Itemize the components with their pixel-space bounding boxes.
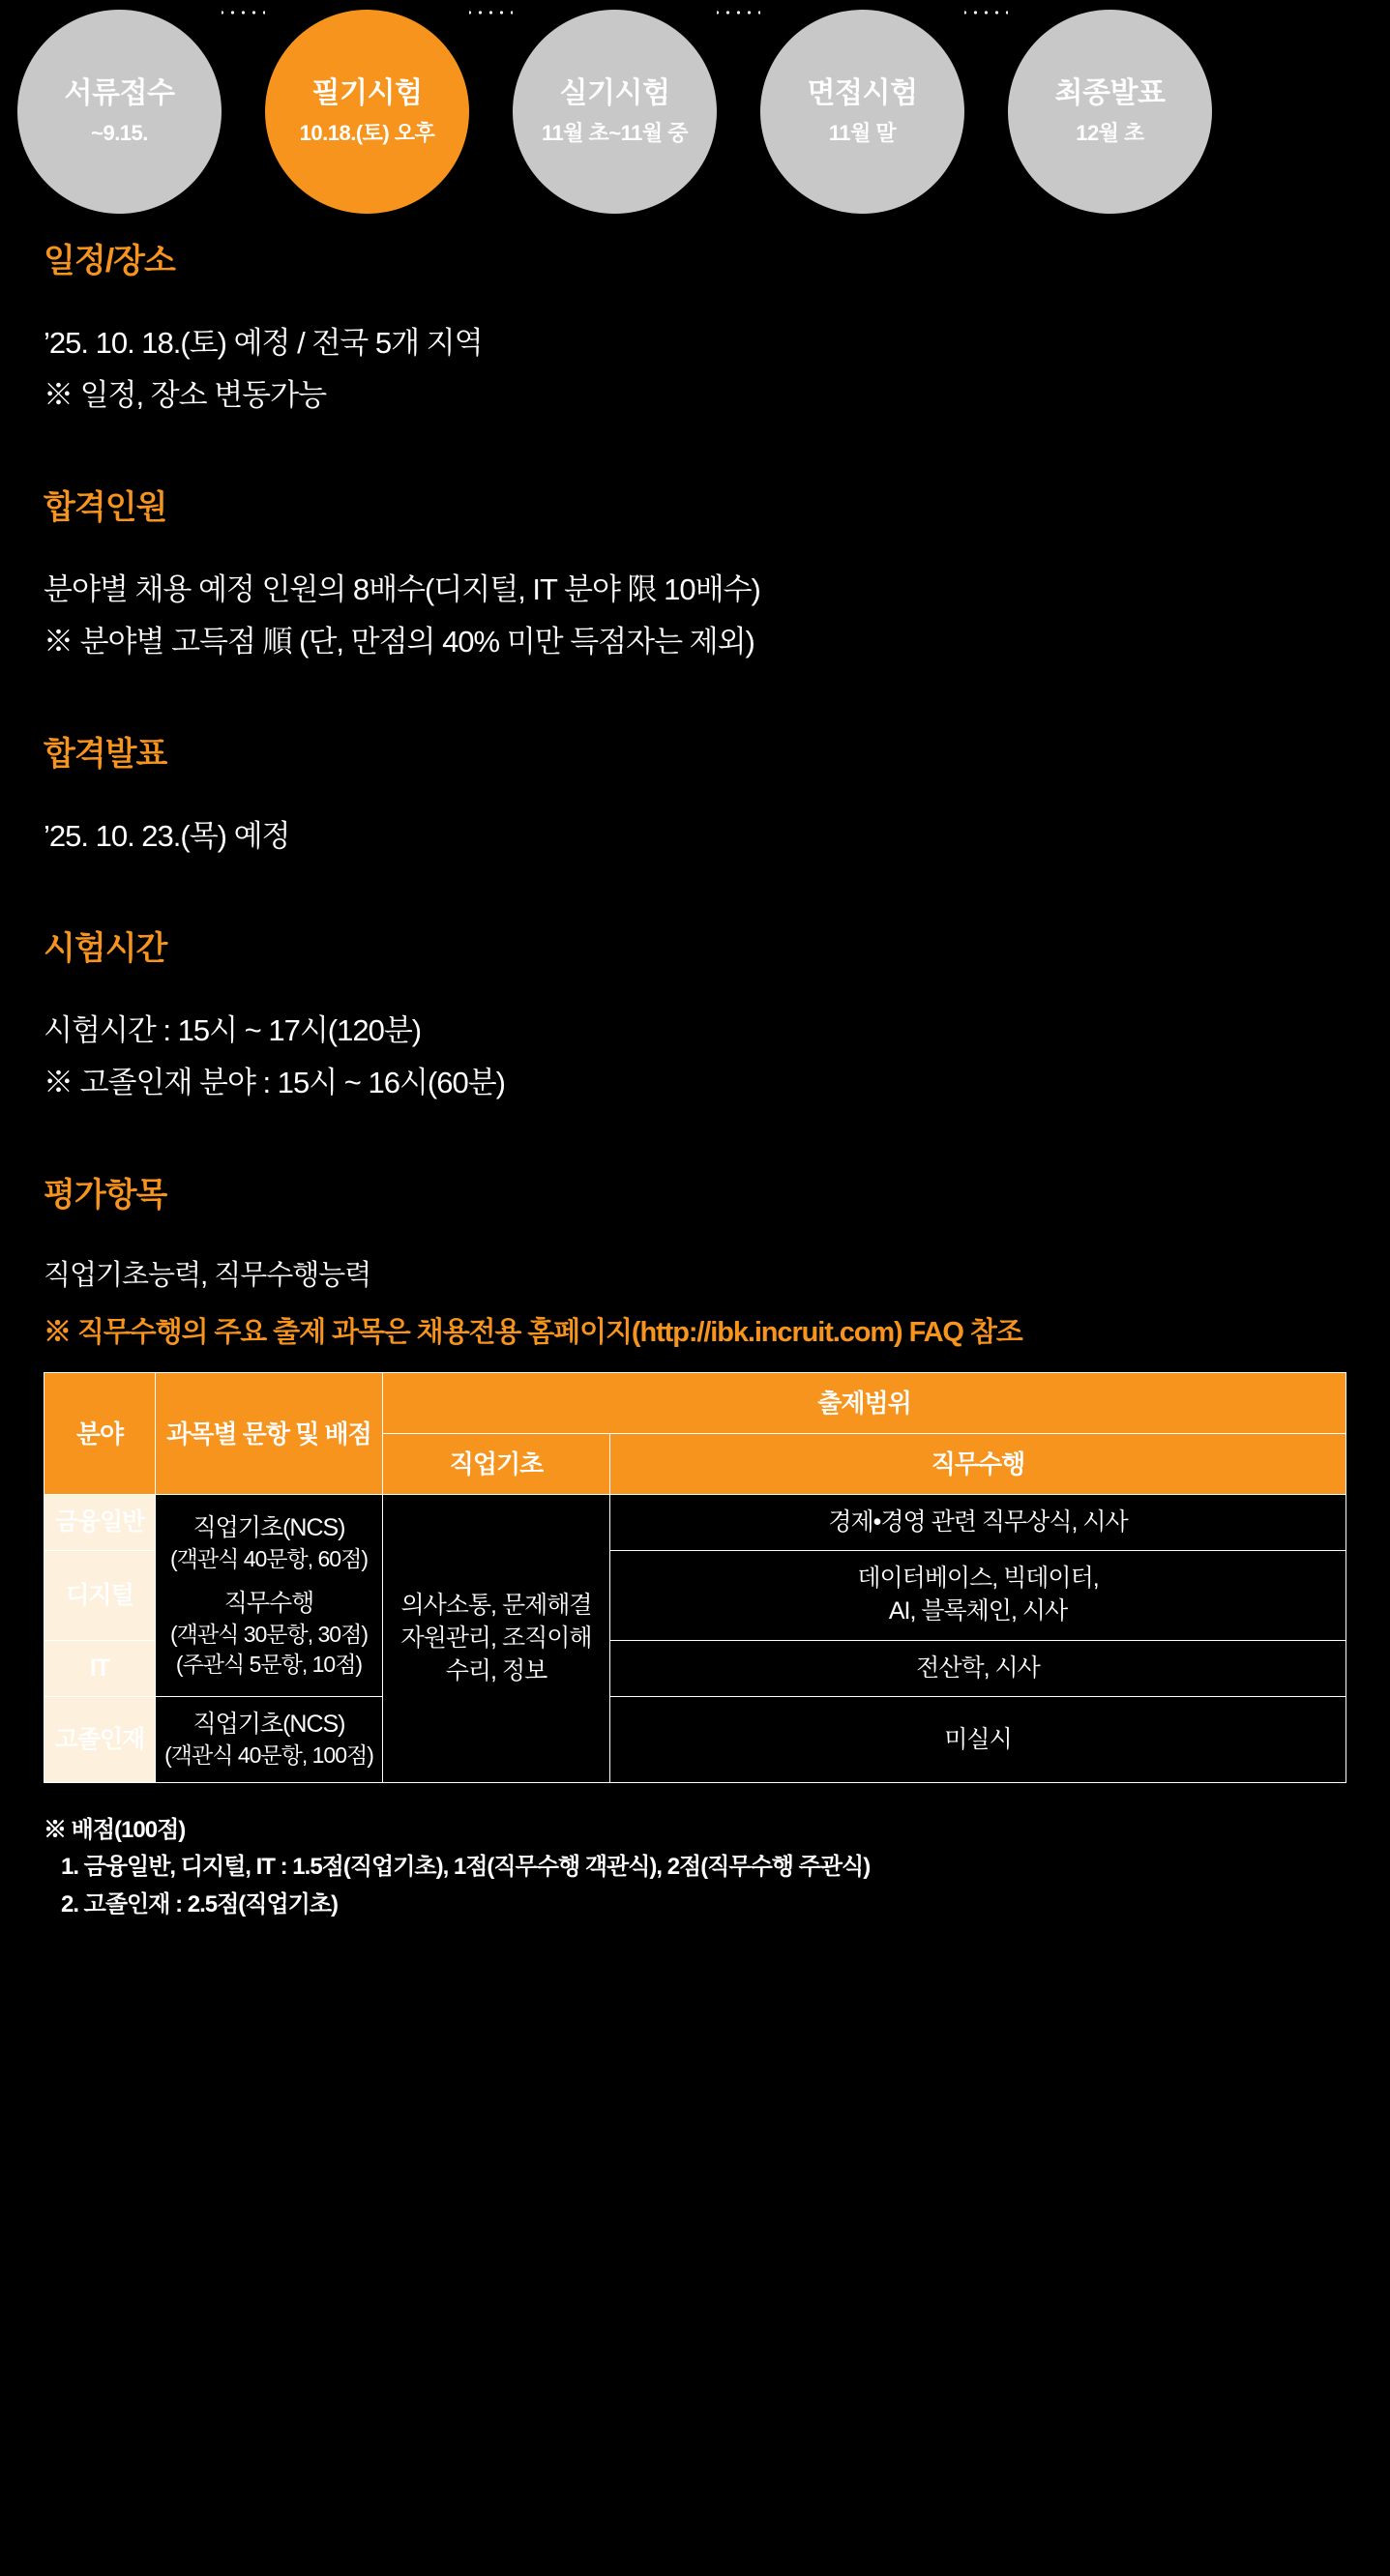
section-title-schedule: 일정/장소 <box>44 243 175 279</box>
stepper-item-2 <box>265 10 469 214</box>
header-scope: 출제범위 <box>383 1372 1346 1433</box>
step-subtitle: 10.18.(토) 오후 <box>299 121 435 146</box>
recruitment-stepper <box>0 0 1390 234</box>
table-footnotes <box>44 1812 1346 1962</box>
schedule-line-2: ※ 일정, 장소 변동가능 <box>44 378 327 413</box>
step-circle-practical-exam <box>513 10 717 214</box>
subject-sub-1: (객관식 40문항, 100점) <box>164 1742 373 1768</box>
evaluation-note: ※ 직무수행의 주요 출제 과목은 채용전용 홈페이지(http://ibk.incruit.com) FAQ 참조 <box>44 1317 1022 1349</box>
stepper-connector-4 <box>964 10 1008 15</box>
stepper-item-1 <box>17 10 222 214</box>
pass-count-line-1: 분야별 채용 예정 인원의 8배수(디지털, IT 분야 限 10배수) <box>44 572 760 607</box>
table-header-row-1 <box>44 1372 1346 1433</box>
step-subtitle: 12월 초 <box>1076 121 1144 146</box>
section-evaluation <box>44 1168 1346 1962</box>
step-circle-final-announcement <box>1008 10 1212 214</box>
exam-subject-table <box>44 1372 1346 1783</box>
step-title: 필기시험 <box>311 77 423 110</box>
cell-basic-scope <box>383 1495 610 1783</box>
basic-scope-line-3: 수리, 정보 <box>445 1656 547 1684</box>
stepper-item-4 <box>760 10 964 214</box>
subject-sub-1: (객관식 40문항, 60점) <box>170 1545 368 1571</box>
section-pass-count <box>44 481 1346 665</box>
cell-job-scope-highschool: 미실시 <box>610 1696 1346 1782</box>
cell-job-scope-digital <box>610 1551 1346 1641</box>
announcement-line-1: ’25. 10. 23.(목) 예정 <box>44 819 290 854</box>
section-announcement <box>44 727 1346 860</box>
cell-field-finance: 금융일반 <box>44 1495 156 1551</box>
stepper-item-5 <box>1008 10 1212 214</box>
subject-main-2: 직무수행 <box>223 1589 314 1617</box>
stepper-connector-3 <box>717 10 760 15</box>
subject-main-1: 직업기초(NCS) <box>192 1710 345 1738</box>
header-subject-score: 과목별 문항 및 배점 <box>156 1372 383 1495</box>
footnote-line-2: 1. 금융일반, 디지털, IT : 1.5점(직업기초), 1점(직무수행 객관식), 2점(직무수행 주관식) <box>61 1854 871 1881</box>
cell-field-it: IT <box>44 1640 156 1696</box>
exam-time-line-2: ※ 고졸인재 분야 : 15시 ~ 16시(60분) <box>44 1066 505 1100</box>
step-title: 실기시험 <box>559 77 670 110</box>
header-field: 분야 <box>44 1372 156 1495</box>
cell-field-digital: 디지털 <box>44 1551 156 1641</box>
section-title-announcement: 합격발표 <box>44 736 167 774</box>
section-title-evaluation: 평가항목 <box>44 1177 167 1215</box>
cell-job-scope-it: 전산학, 시사 <box>610 1640 1346 1696</box>
basic-scope-line-1: 의사소통, 문제해결 <box>400 1592 592 1620</box>
step-circle-interview <box>760 10 964 214</box>
evaluation-line-1: 직업기초능력, 직무수행능력 <box>44 1260 371 1292</box>
job-scope-digital-line-1: 데이터베이스, 빅데이터, <box>857 1565 1099 1593</box>
job-scope-digital-line-2: AI, 블록체인, 시사 <box>888 1597 1068 1625</box>
stepper-item-3 <box>513 10 717 214</box>
cell-job-scope-finance: 경제•경영 관련 직무상식, 시사 <box>610 1495 1346 1551</box>
step-subtitle: ~9.15. <box>91 121 148 146</box>
step-circle-written-exam <box>265 10 469 214</box>
step-circle-document-submission <box>17 10 222 214</box>
cell-subject-score-group <box>156 1495 383 1697</box>
section-title-pass-count: 합격인원 <box>44 489 167 527</box>
step-title: 최종발표 <box>1054 77 1166 110</box>
section-title-exam-time: 시험시간 <box>44 930 167 968</box>
subject-sub-3: (주관식 5문항, 10점) <box>175 1651 363 1677</box>
table-row <box>44 1495 1346 1551</box>
exam-time-line-1: 시험시간 : 15시 ~ 17시(120분) <box>44 1013 422 1048</box>
step-title: 면접시험 <box>807 77 918 110</box>
subject-main-1: 직업기초(NCS) <box>192 1513 345 1541</box>
step-subtitle: 11월 초~11월 중 <box>541 121 689 146</box>
content-body <box>0 234 1390 1962</box>
cell-field-highschool: 고졸인재 <box>44 1696 156 1782</box>
section-schedule <box>44 234 1346 419</box>
header-scope-basic: 직업기초 <box>383 1434 610 1495</box>
stepper-connector-2 <box>469 10 513 15</box>
subject-sub-2: (객관식 30문항, 30점) <box>170 1621 368 1647</box>
footnote-line-1: ※ 배점(100점) <box>44 1817 186 1844</box>
stepper-connector-1 <box>222 10 265 15</box>
table-row <box>44 1696 1346 1782</box>
section-exam-time <box>44 922 1346 1106</box>
pass-count-line-2: ※ 분야별 고득점 順 (단, 만점의 40% 미만 득점자는 제외) <box>44 625 754 659</box>
cell-subject-score-highschool <box>156 1696 383 1782</box>
header-scope-job: 직무수행 <box>610 1434 1346 1495</box>
footnote-line-3: 2. 고졸인재 : 2.5점(직업기초) <box>61 1890 339 1917</box>
basic-scope-line-2: 자원관리, 조직이해 <box>400 1624 592 1652</box>
step-title: 서류접수 <box>64 77 175 110</box>
schedule-line-1: ’25. 10. 18.(토) 예정 / 전국 5개 지역 <box>44 326 483 360</box>
step-subtitle: 11월 말 <box>828 121 897 146</box>
